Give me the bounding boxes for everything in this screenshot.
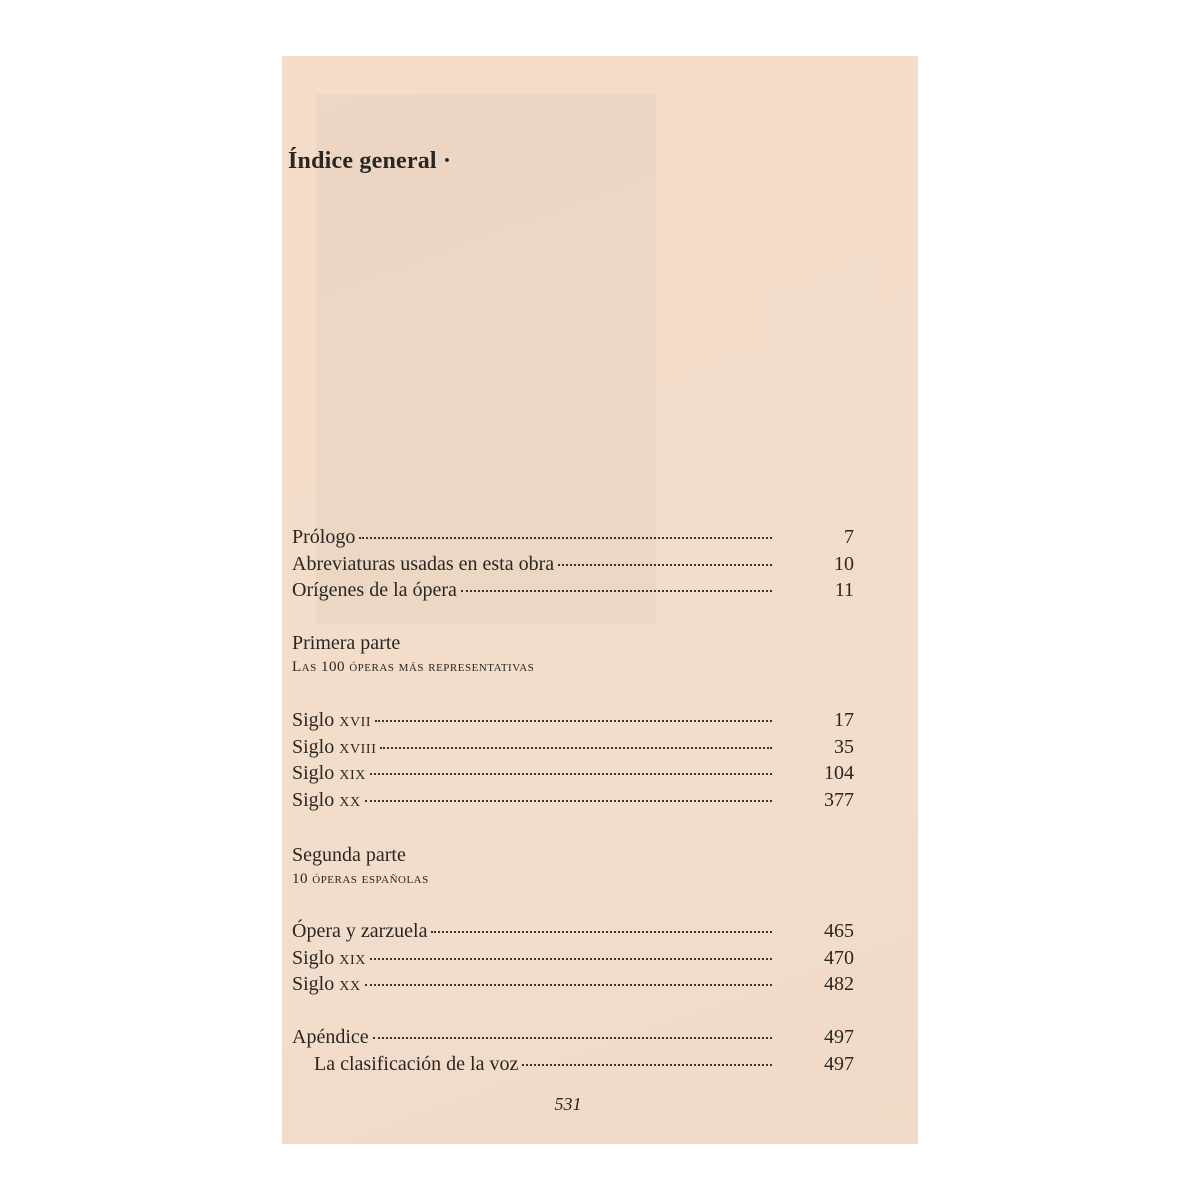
toc-entry-label: Siglo XVII bbox=[292, 709, 372, 731]
dot-leader bbox=[370, 773, 772, 775]
toc-entry-page: 17 bbox=[834, 709, 854, 731]
toc-entry-label: Prólogo bbox=[292, 526, 356, 548]
part2-subtitle bbox=[292, 868, 854, 890]
part1-heading bbox=[292, 630, 854, 678]
toc-entry-label: Siglo XIX bbox=[292, 762, 366, 784]
toc-entry[interactable] bbox=[292, 787, 854, 814]
toc-entry-page: 35 bbox=[834, 735, 854, 758]
dot-leader bbox=[431, 931, 772, 933]
toc-entry[interactable] bbox=[292, 971, 854, 998]
dot-leader bbox=[365, 800, 772, 802]
century-numeral: XX bbox=[339, 979, 361, 994]
toc-entry-label: Siglo XIX bbox=[292, 946, 366, 969]
toc-entry-label: La clasificación de la voz bbox=[314, 1052, 519, 1075]
part2-subtitle-text: 10 óperas españolas bbox=[292, 871, 429, 887]
toc-entry-page: 497 bbox=[824, 1026, 854, 1048]
toc-entry-label: Orígenes de la ópera bbox=[292, 579, 457, 601]
dot-leader bbox=[522, 1064, 772, 1066]
toc-entry-page: 10 bbox=[834, 552, 854, 575]
dot-leader bbox=[375, 720, 772, 722]
toc-entry[interactable] bbox=[292, 918, 854, 945]
dot-leader bbox=[365, 984, 772, 986]
page-title: Índice general · bbox=[288, 148, 452, 174]
toc-entry[interactable] bbox=[292, 734, 854, 761]
toc-part1-entries bbox=[292, 707, 854, 813]
century-numeral: XIX bbox=[339, 768, 366, 783]
toc-entry-page: 470 bbox=[824, 946, 854, 969]
toc-entry[interactable] bbox=[292, 945, 854, 972]
dot-leader bbox=[558, 564, 772, 566]
dot-leader bbox=[370, 958, 772, 960]
dot-leader bbox=[359, 537, 772, 539]
part1-subtitle bbox=[292, 656, 854, 678]
century-numeral: XVIII bbox=[339, 741, 377, 757]
dot-leader bbox=[380, 747, 772, 749]
toc-subentry[interactable] bbox=[292, 1051, 854, 1078]
century-numeral: XVII bbox=[339, 715, 372, 730]
part2-heading bbox=[292, 842, 854, 890]
toc-entry[interactable] bbox=[292, 524, 854, 551]
toc-entry[interactable] bbox=[292, 1024, 854, 1051]
toc-entry-label: Ópera y zarzuela bbox=[292, 920, 428, 942]
toc-entry[interactable] bbox=[292, 760, 854, 787]
toc-entry-page: 497 bbox=[824, 1052, 854, 1075]
toc-front-matter bbox=[292, 524, 854, 604]
page-number: 531 bbox=[554, 1094, 582, 1114]
toc-entry[interactable] bbox=[292, 577, 854, 604]
toc-entry-page: 377 bbox=[824, 788, 854, 811]
dot-leader bbox=[461, 590, 772, 592]
toc-entry-page: 7 bbox=[844, 526, 854, 548]
part2-title: Segunda parte bbox=[292, 844, 406, 866]
century-numeral: XIX bbox=[339, 952, 366, 968]
toc-entry-page: 11 bbox=[834, 579, 854, 601]
toc-entry-page: 104 bbox=[824, 762, 854, 784]
toc-part2-entries bbox=[292, 918, 854, 998]
toc-entry-label: Siglo XX bbox=[292, 788, 361, 811]
part1-subtitle-text: Las 100 óperas más representativas bbox=[292, 659, 535, 675]
century-numeral: XX bbox=[339, 794, 361, 810]
book-page bbox=[282, 56, 918, 1144]
toc-entry-label: Siglo XX bbox=[292, 973, 361, 995]
toc-appendix bbox=[292, 1024, 854, 1077]
toc-entry-label: Siglo XVIII bbox=[292, 735, 377, 758]
toc-entry-label: Abreviaturas usadas en esta obra bbox=[292, 552, 555, 575]
part1-title: Primera parte bbox=[292, 632, 401, 654]
dot-leader bbox=[373, 1037, 772, 1039]
toc-entry[interactable] bbox=[292, 551, 854, 578]
toc-entry[interactable] bbox=[292, 707, 854, 734]
toc-entry-page: 482 bbox=[824, 973, 854, 995]
toc-entry-page: 465 bbox=[824, 920, 854, 942]
toc-entry-label: Apéndice bbox=[292, 1026, 369, 1048]
